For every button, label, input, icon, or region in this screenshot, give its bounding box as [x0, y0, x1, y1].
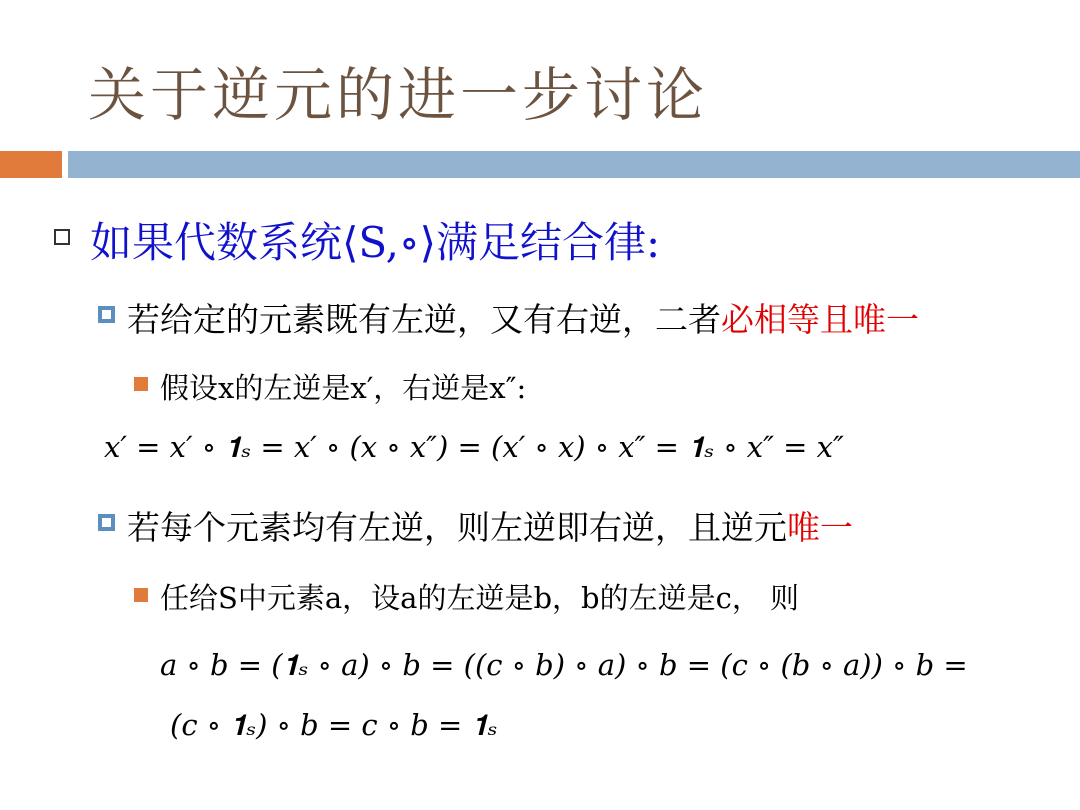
- point2-bullet-icon: [98, 514, 115, 531]
- point2-text: 若每个元素均有左逆，则左逆即右逆，且逆元: [127, 508, 787, 547]
- point2-formula-line1: a ∘ b = (𝟏ₛ ∘ a) ∘ b = ((c ∘ b) ∘ a) ∘ b = (c ∘ (b ∘ a)) ∘ b =: [160, 648, 968, 682]
- point2-line: [127, 502, 853, 549]
- level1-bullet-icon: [54, 229, 70, 245]
- point1-sub-text: 假设x的左逆是x′，右逆是x″:: [160, 371, 527, 405]
- point1-highlight: 必相等且唯一: [721, 300, 919, 339]
- point2-sub-text: 任给S中元素a，设a的左逆是b，b的左逆是c， 则: [160, 581, 800, 615]
- point1-bullet-icon: [98, 306, 115, 323]
- slide-title: 关于逆元的进一步讨论: [88, 61, 709, 129]
- title-divider-accent: [0, 151, 62, 178]
- point1-sub-bullet-icon: [134, 377, 148, 391]
- title-divider-bar: [68, 151, 1080, 178]
- point1-formula: x′ = x′ ∘ 𝟏ₛ = x′ ∘ (x ∘ x″) = (x′ ∘ x) ∘ x″ = 𝟏ₛ ∘ x″ = x″: [104, 430, 844, 464]
- level1-text: 如果代数系统⟨S,∘⟩满足结合律:: [90, 218, 661, 267]
- point1-line: [127, 294, 919, 341]
- point1-text: 若给定的元素既有左逆，又有右逆，二者: [127, 300, 721, 339]
- point2-sub-bullet-icon: [134, 588, 148, 602]
- point2-highlight: 唯一: [787, 508, 853, 547]
- point2-formula-line2: (c ∘ 𝟏ₛ) ∘ b = c ∘ b = 𝟏ₛ: [170, 708, 498, 742]
